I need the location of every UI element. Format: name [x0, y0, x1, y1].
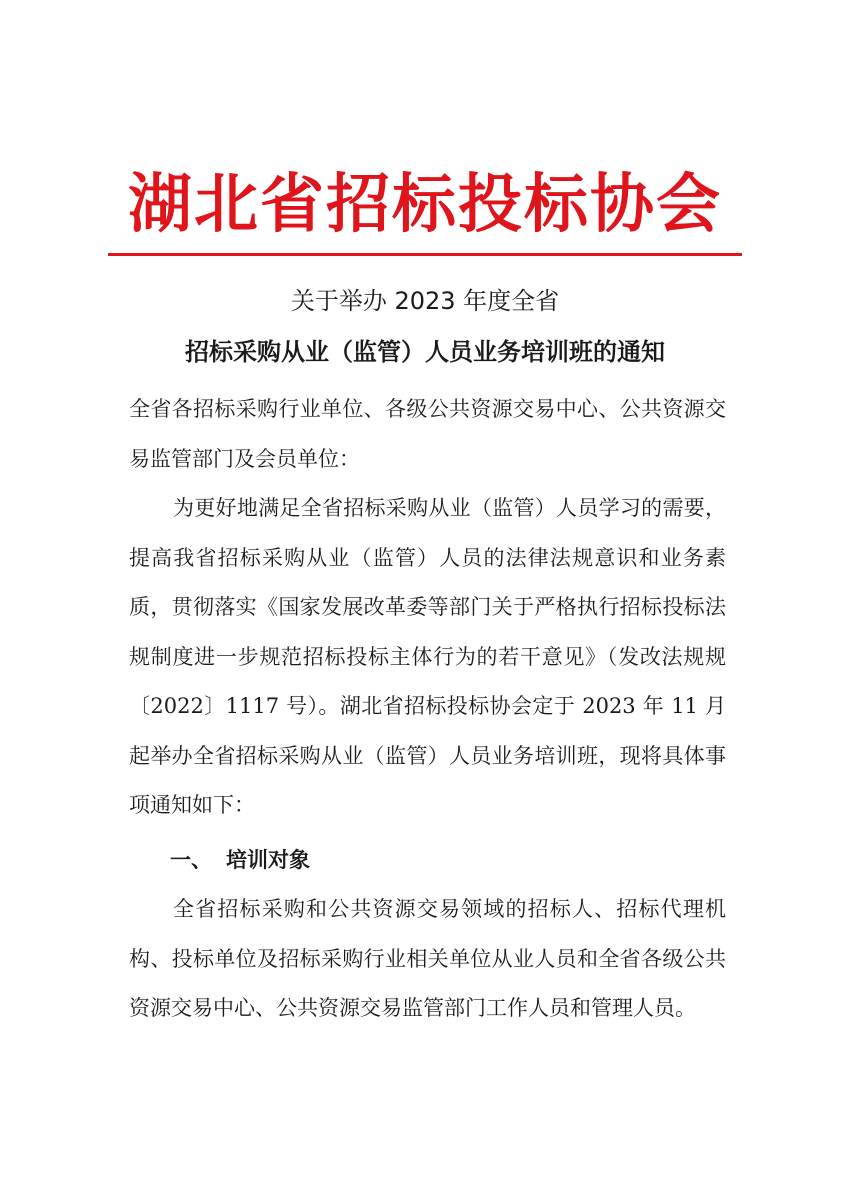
- organization-letterhead: 湖北省招标投标协会: [128, 167, 722, 242]
- section-1-paragraph: 全省招标采购和公共资源交易领域的招标人、招标代理机构、投标单位及招标采购行业相关单位从业人员和全省各级公共资源交易中心、公共资源交易监管部门工作人员和管理人员。: [129, 897, 726, 1020]
- section-1-number: 一、: [170, 848, 212, 872]
- document-title-line-1: 关于举办 2023 年度全省: [290, 287, 560, 315]
- section-1-title: 培训对象: [226, 848, 310, 872]
- section-1-heading: [170, 838, 310, 882]
- intro-paragraph: 为更好地满足全省招标采购从业（监管）人员学习的需要，提高我省招标采购从业（监管）人员的法律法规意识和业务素质，贯彻落实《国家发展改革委等部门关于严格执行招标投标法规制度进一步规范招标投标主体行为的若干意见》（发改法规规〔2022〕1117 号）。湖北省招标投标协会定于 2023 年 11 月起举办全省招标采购从业（监管）人员业务培训班，现将具体事项通知如下：: [129, 496, 726, 817]
- document-title-line-2: 招标采购从业（监管）人员业务培训班的通知: [185, 338, 665, 366]
- letterhead-red-rule: [108, 253, 742, 256]
- salutation-paragraph: 全省各招标采购行业单位、各级公共资源交易中心、公共资源交易监管部门及会员单位：: [129, 397, 726, 471]
